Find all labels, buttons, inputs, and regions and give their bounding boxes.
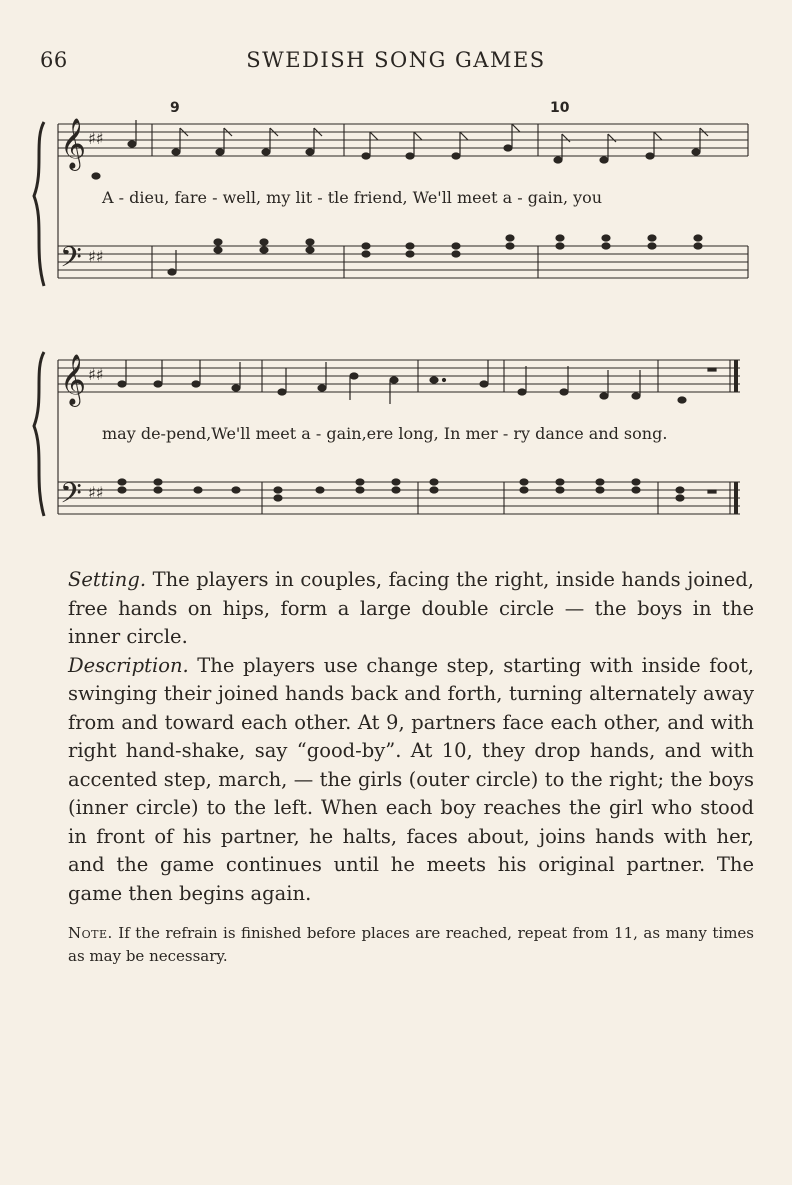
body-text	[68, 566, 754, 908]
measure-number-10: 10	[550, 100, 570, 116]
svg-text:♯♯: ♯♯	[88, 365, 104, 384]
page-header	[40, 48, 752, 78]
music-system-2	[30, 340, 760, 540]
svg-text:𝄞: 𝄞	[60, 354, 87, 405]
svg-text:𝄢: 𝄢	[60, 241, 82, 281]
svg-text:𝄢: 𝄢	[60, 477, 82, 517]
note-paragraph	[68, 922, 754, 968]
page-number: 66	[40, 48, 68, 72]
measure-number-9: 9	[170, 100, 180, 116]
setting-body: The players in couples, facing the right, inside hands joined, free hands on hips, form a large double circle — the boys in the inner circle.	[68, 568, 754, 648]
setting-paragraph	[68, 566, 754, 652]
description-body: The players use change step, starting with inside foot, swinging their joined hands back and forth, turning alternately away from and toward each other. At 9, partners face each other, and with right hand-shake, say “good-by”. At 10, they drop hands, and with accented step, march, — the girls (outer circle) to the right; the boys (inner circle) to the left. When each boy reaches the girl who stood in front of his partner, he halts, faces about, joins hands with her, and the game continues until he meets his original partner. The game then begins again.	[68, 653, 754, 905]
lyrics-system-1: A - dieu, fare - well, my lit - tle friend, We'll meet a - gain, you	[102, 188, 603, 207]
description-paragraph	[68, 652, 754, 909]
setting-label: Setting.	[68, 568, 147, 591]
description-label: Description.	[68, 653, 189, 677]
svg-text:♯♯: ♯♯	[88, 247, 104, 266]
note-body: If the refrain is finished before places are reached, repeat from 11, as many times as may be necessary.	[68, 924, 754, 965]
music-system-1	[30, 100, 760, 310]
note-label: Note.	[68, 924, 113, 942]
svg-text:𝄞: 𝄞	[60, 118, 87, 169]
svg-text:♯♯: ♯♯	[88, 129, 104, 148]
lyrics-system-2: may de-pend,We'll meet a - gain,ere long, In mer - ry dance and song.	[102, 424, 668, 443]
running-head: SWEDISH SONG GAMES	[246, 48, 546, 72]
svg-text:♯♯: ♯♯	[88, 483, 104, 502]
